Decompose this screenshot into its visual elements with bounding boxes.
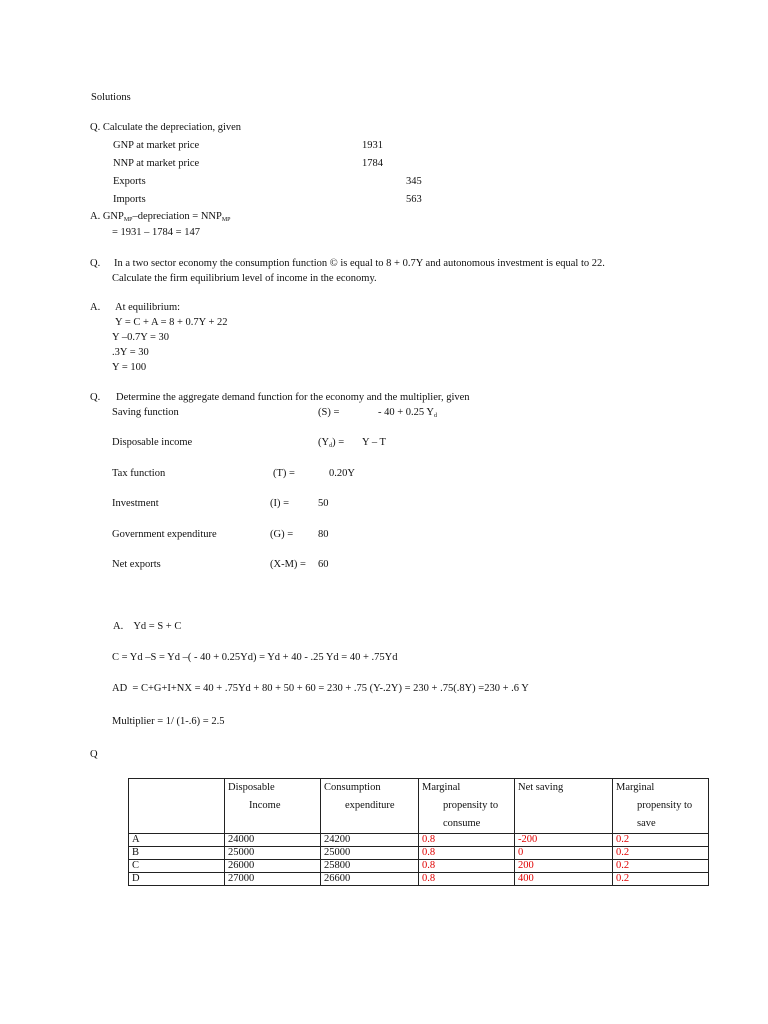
table-cell: 400 (515, 873, 613, 886)
q3-multiplier: Multiplier = 1/ (1-.6) = 2.5 (112, 716, 225, 727)
q3-answer-line2: C = Yd –S = Yd –( - 40 + 0.25Yd) = Yd + 40 - .25 Yd = 40 + .75Yd (112, 652, 398, 663)
table-cell: 0.8 (419, 847, 515, 860)
page-title: Solutions (91, 92, 131, 103)
q3-investment-value: 50 (318, 498, 329, 509)
table-cell: 0.2 (613, 834, 709, 847)
table-cell: 26000 (225, 860, 321, 873)
table-cell: 0 (515, 847, 613, 860)
q1-label-nnp: NNP at market price (113, 158, 200, 169)
q3-investment-label: Investment (112, 498, 159, 509)
table-cell: 0.8 (419, 873, 515, 886)
q3-saving-label: Saving function (112, 407, 179, 418)
table-cell: 25000 (321, 847, 419, 860)
table-cell: 27000 (225, 873, 321, 886)
q2-step-1: Y = C + A = 8 + 0.7Y + 22 (115, 317, 228, 328)
q3-net-exports-symbol: (X-M) = (270, 559, 306, 570)
q3-government-symbol: (G) = (270, 529, 294, 540)
table-cell: C (129, 860, 225, 873)
q3-disposable-symbol: $(Y_d)$ = (318, 437, 345, 449)
table-cell: 26600 (321, 873, 419, 886)
table-cell: 200 (515, 860, 613, 873)
q1-label-gnp: GNP at market price (113, 140, 200, 151)
table-row (129, 860, 709, 873)
table-cell: 0.2 (613, 847, 709, 860)
q3-saving-value: - 40 + 0.25 $Y_d$ (378, 407, 437, 419)
q1-value-gnp: 1931 (362, 140, 383, 151)
table-cell: 0.2 (613, 860, 709, 873)
q3-tax-value: 0.20Y (329, 468, 355, 479)
propensity-table (128, 778, 709, 886)
q2-step-3: .3Y = 30 (112, 347, 149, 358)
table-header-row (129, 779, 709, 834)
column-header (129, 779, 225, 834)
q1-value-imports: 563 (406, 194, 422, 205)
q3-question: Determine the aggregate demand function for the economy and the multiplier, given (116, 392, 470, 403)
q2-line2: Calculate the firm equilibrium level of income in the economy. (112, 273, 377, 284)
q3-answer-line1: A. Yd = S + C (113, 621, 182, 632)
column-header: Disposable Income (225, 779, 321, 834)
q3-tax-symbol: (T) = (273, 468, 295, 479)
table-cell: A (129, 834, 225, 847)
q1-value-nnp: 1784 (362, 158, 383, 169)
q3-disposable-value: Y – T (362, 437, 386, 448)
table-cell: 0.8 (419, 860, 515, 873)
q2-step-4: Y = 100 (112, 362, 147, 373)
q2-answer-marker: A. (90, 302, 101, 313)
q3-answer-line3: AD = C+G+I+NX = 40 + .75Yd + 80 + 50 + 60 = 230 + .75 (Y-.2Y) = 230 + .75(.8Y) =230 + .6 Y (112, 683, 529, 694)
q1-label-exports: Exports (113, 176, 146, 187)
q3-government-label: Government expenditure (112, 529, 217, 540)
table-cell: 24000 (225, 834, 321, 847)
table-cell: 24200 (321, 834, 419, 847)
q1-value-exports: 345 (406, 176, 422, 187)
table-cell: -200 (515, 834, 613, 847)
table-cell: 25000 (225, 847, 321, 860)
q2-step-2: Y –0.7Y = 30 (112, 332, 170, 343)
column-header: Marginal propensity to save (613, 779, 709, 834)
q1-answer-line1: A. $GNP_{MP}$–depreciation = $NNP_{MP}$ (90, 211, 231, 223)
table-row (129, 873, 709, 886)
column-header: Marginal propensity to consume (419, 779, 515, 834)
q1-question: Q. Calculate the depreciation, given (90, 122, 242, 133)
q3-net-exports-label: Net exports (112, 559, 161, 570)
column-header: Net saving (515, 779, 613, 834)
q3-tax-label: Tax function (112, 468, 166, 479)
table-cell: B (129, 847, 225, 860)
table-cell: 25800 (321, 860, 419, 873)
q3-disposable-label: Disposable income (112, 437, 193, 448)
q3-net-exports-value: 60 (318, 559, 329, 570)
q2-line1: In a two sector economy the consumption function © is equal to 8 + 0.7Y and autonomous investment is equal to 22. (114, 258, 605, 269)
q3-saving-symbol: (S) = (318, 407, 340, 418)
q3-government-value: 80 (318, 529, 329, 540)
table-row (129, 847, 709, 860)
table-row (129, 834, 709, 847)
q2-marker: Q. (90, 258, 101, 269)
q3-investment-symbol: (I) = (270, 498, 290, 509)
q4-marker: Q (90, 749, 98, 760)
table-cell: D (129, 873, 225, 886)
q2-answer-title: At equilibrium: (115, 302, 181, 313)
table-cell: 0.2 (613, 873, 709, 886)
q1-label-imports: Imports (113, 194, 146, 205)
column-header: Consumption expenditure (321, 779, 419, 834)
q3-marker: Q. (90, 392, 101, 403)
table-cell: 0.8 (419, 834, 515, 847)
q1-answer-line2: = 1931 – 1784 = 147 (112, 227, 200, 238)
